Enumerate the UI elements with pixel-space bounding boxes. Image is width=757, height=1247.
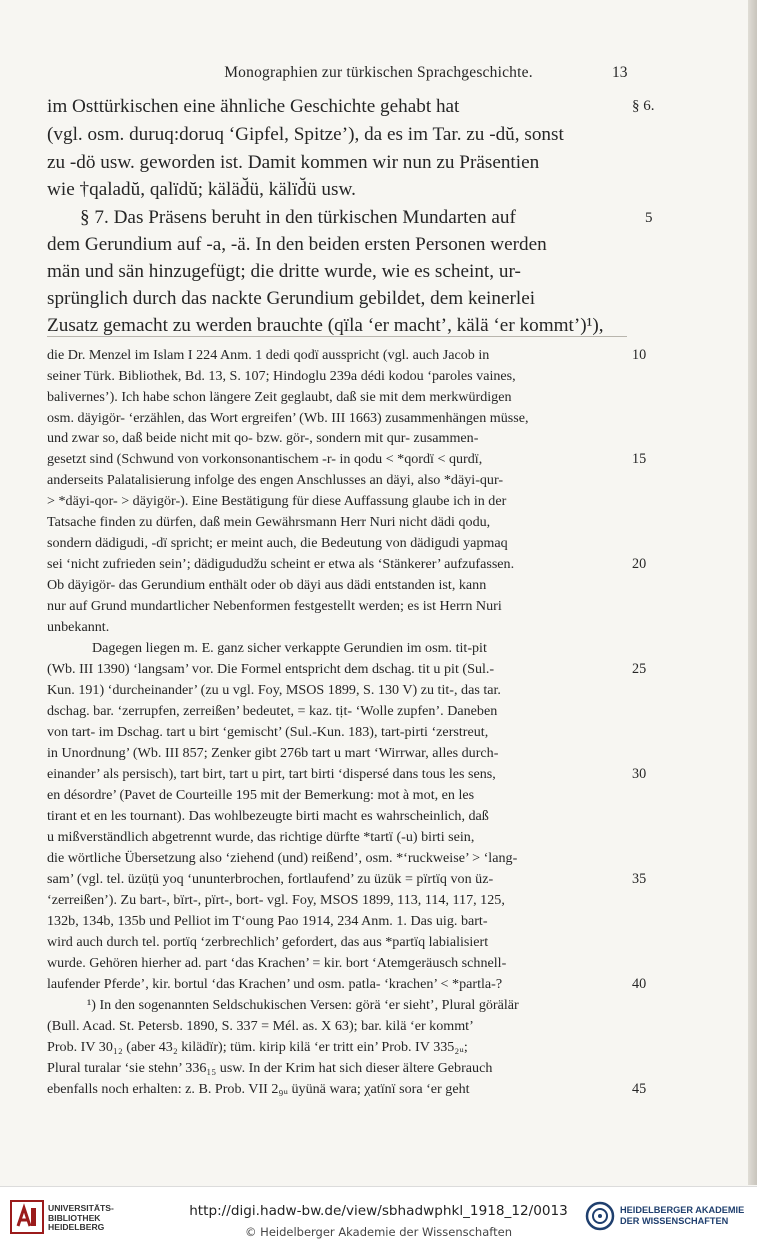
footnote-line: Prob. IV 30₁₂ (aber 43₂ kilädïr); tüm. kirip kilä ‘er tritt ein’ Prob. IV 335₂ᵤ;	[47, 1039, 468, 1055]
line-number: 5	[645, 210, 653, 226]
text-line: zu -dö usw. geworden ist. Damit kommen wir nun zu Präsentien	[47, 152, 540, 173]
footnote-line: en désordre’ (Pavet de Courteille 195 mit der Bemerkung: mot à mot, en les	[47, 787, 475, 803]
page-edge	[748, 0, 757, 1185]
footnote-line: ebenfalls noch erhalten: z. B. Prob. VII 2₉ᵤ üyünä wara; χatïnï sora ‘er geht	[47, 1081, 470, 1097]
footnote-line: und zwar so, daß beide nicht mit qo- bzw. gör-, sondern mit qur- zusammen-	[47, 430, 479, 446]
footnote-line: wurde. Gehören hierher ad. part ‘das Krachen’ = kir. bort ‘Atemgeräusch schnell-	[47, 955, 507, 971]
page-header	[0, 64, 757, 86]
footnote-line: sondern dädigudi, -dï spricht; er meint auch, die Bedeutung von dädigudi yapmaq	[47, 535, 508, 551]
footnote-line: ‘zerreißen’). Zu bart-, bïrt-, pïrt-, bort- vgl. Foy, MSOS 1899, 113, 114, 117, 125,	[47, 892, 505, 908]
running-head: Monographien zur türkischen Sprachgeschichte.	[224, 64, 533, 81]
viewer-footer	[0, 1186, 757, 1247]
line-number: 40	[632, 976, 647, 992]
footnote-line: wird auch durch tel. portïq ‘zerbrechlich’ gefordert, das aus *partïq labialisiert	[47, 934, 489, 950]
copyright-notice: © Heidelberger Akademie der Wissenschaften	[245, 1225, 512, 1239]
text-line: män und sän hinzugefügt; die dritte wurde, wie es scheint, ur-	[47, 261, 521, 282]
footnote-line: osm. däyigör- ‘erzählen, das Wort ergreifen’ (Wb. III 1663) zusammenhängen müsse,	[47, 410, 529, 426]
text-line: § 7. Das Präsens beruht in den türkischen Mundarten auf	[80, 207, 516, 228]
footnote-line: gesetzt sind (Schwund von vorkonsonantischem -r- in qodu < *qordï < qurdï,	[47, 451, 483, 467]
line-number: 25	[632, 661, 647, 677]
footnote-line: Tatsache finden zu dürfen, daß mein Gewährsmann Herr Nuri nicht dädi qodu,	[47, 514, 491, 530]
footnote-line: sei ‘nicht zufrieden sein’; dädigududžu scheint er etwa als ‘Stänkerer’ aufzufassen.	[47, 556, 515, 572]
academy-name-line: HEIDELBERGER AKADEMIE	[620, 1205, 745, 1215]
library-name-line: UNIVERSITÄTS-	[48, 1203, 114, 1213]
footnote-line: (Bull. Acad. St. Petersb. 1890, S. 337 = Mél. as. X 63); bar. kilä ‘er kommt’	[47, 1018, 474, 1034]
footnote-line: die Dr. Menzel im Islam I 224 Anm. 1 dedi qodï ausspricht (vgl. auch Jacob in	[47, 347, 490, 363]
footnote-line: nur auf Grund mundartlicher Nebenformen festgestellt werden; es ist Herrn Nuri	[47, 598, 502, 614]
footnote-line: ¹) In den sogenannten Seldschukischen Versen: görä ‘er sieht’, Plural görälär	[87, 997, 519, 1013]
academy-name-line: DER WISSENSCHAFTEN	[620, 1216, 729, 1226]
footnote-line: anderseits Palatalisierung infolge des engen Anschlusses an däyi, also *däyi-qur-	[47, 472, 504, 488]
footnote-line: in Unordnung’ (Wb. III 857; Zenker gibt 276b tart u mart ‘Wirrwar, alles durch-	[47, 745, 499, 761]
text-line: (vgl. osm. duruq:doruq ‘Gipfel, Spitze’), da es im Tar. zu -dŭ, sonst	[47, 124, 564, 145]
text-line: im Osttürkischen eine ähnliche Geschichte gehabt hat	[47, 96, 460, 117]
text-line: sprünglich durch das nackte Gerundium gebildet, dem keinerlei	[47, 288, 536, 309]
footnote-line: einander’ als persisch), tart birt, tart u pirt, tart birti ‘dispersé dans tous les sens,	[47, 766, 496, 782]
footnote-line: von tart- im Dschag. tart u birt ‘gemischt’ (Sul.-Kun. 183), tart-pirti ‘zerstreut,	[47, 724, 489, 740]
footnote-line: (Wb. III 1390) ‘langsam’ vor. Die Formel entspricht dem dschag. tit u pit (Sul.-	[47, 661, 495, 677]
academy-name	[620, 1205, 744, 1227]
permalink-url[interactable]: http://digi.hadw-bw.de/view/sbhadwphkl_1918_12/0013	[189, 1203, 568, 1219]
line-number: 10	[632, 347, 647, 363]
footnote-line: dschag. bar. ‘zerrupfen, zerreißen’ bedeutet, = kaz. tịt- ‘Wolle zupfen’. Daneben	[47, 703, 498, 719]
line-number: 15	[632, 451, 647, 467]
section-marker: § 6.	[632, 98, 655, 114]
footnote-line: unbekannt.	[47, 619, 110, 635]
text-line: dem Gerundium auf -a, -ä. In den beiden ersten Personen werden	[47, 234, 547, 255]
line-number: 20	[632, 556, 647, 572]
footnote-line: balivernes’). Ich habe schon längere Zeit geglaubt, daß sie mit dem merkwürdigen	[47, 389, 512, 405]
page-number: 13	[612, 64, 628, 81]
footnote-line: Dagegen liegen m. E. ganz sicher verkappte Gerundien im osm. tit-pit	[92, 640, 487, 656]
line-number: 45	[632, 1081, 647, 1097]
line-number: 35	[632, 871, 647, 887]
footnote-line: laufender Pferde’, kir. bortul ‘das Krachen’ und osm. patla- ‘krachen’ < *partla-?	[47, 976, 503, 992]
footnote-line: 132b, 134b, 135b und Pelliot im T‘oung Pao 1914, 234 Anm. 1. Das uig. bart-	[47, 913, 488, 929]
footnote-line: Kun. 191) ‘durcheinander’ (zu u vgl. Foy, MSOS 1899, S. 130 V) zu tit-, das tar.	[47, 682, 501, 698]
footnote-line: die wörtliche Übersetzung also ‘ziehend (und) reißend’, osm. *‘ruckweise’ > ‘lang-	[47, 850, 518, 866]
text-line: wie †qaladŭ, qalïdŭ; käläd̆ü, kälïd̆ü usw.	[47, 179, 356, 200]
library-name-line: BIBLIOTHEK	[48, 1212, 101, 1223]
footnote-line: seiner Türk. Bibliothek, Bd. 13, S. 107; Hindoglu 239a dédi kodou ‘paroles vaines,	[47, 368, 516, 384]
footnote-line: u mißverständlich abgetrennt wurde, das richtige dürfte *tartï (-u) birti sein,	[47, 829, 475, 845]
academy-seal-icon	[585, 1201, 615, 1231]
footnote-line: Ob däyigör- das Gerundium enthält oder ob däyi aus dädi entstanden ist, kann	[47, 577, 487, 593]
footnote-line: sam’ (vgl. tel. üzüṭü yoq ‘ununterbrochen, fortlaufend’ zu üzük = pïrtïq von üz-	[47, 871, 494, 887]
footnote-line: tirant et en les tournant). Das wohlbezeugte birti macht es wahrscheinlich, daß	[47, 808, 489, 824]
footnote-rule	[47, 336, 627, 337]
line-number: 30	[632, 766, 647, 782]
footnote-line: > *däyi-qor- > däyigör-). Eine Bestätigung für diese Auffassung glaube ich in der	[47, 493, 507, 509]
text-line: Zusatz gemacht zu werden brauchte (qïla ‘er macht’, kälä ‘er kommt’)¹),	[47, 315, 604, 336]
footnote-line: Plural turalar ‘sie stehn’ 336₁₅ usw. In der Krim hat sich dieser ältere Gebrauch	[47, 1060, 493, 1076]
library-name-line: HEIDELBERG	[48, 1222, 105, 1232]
